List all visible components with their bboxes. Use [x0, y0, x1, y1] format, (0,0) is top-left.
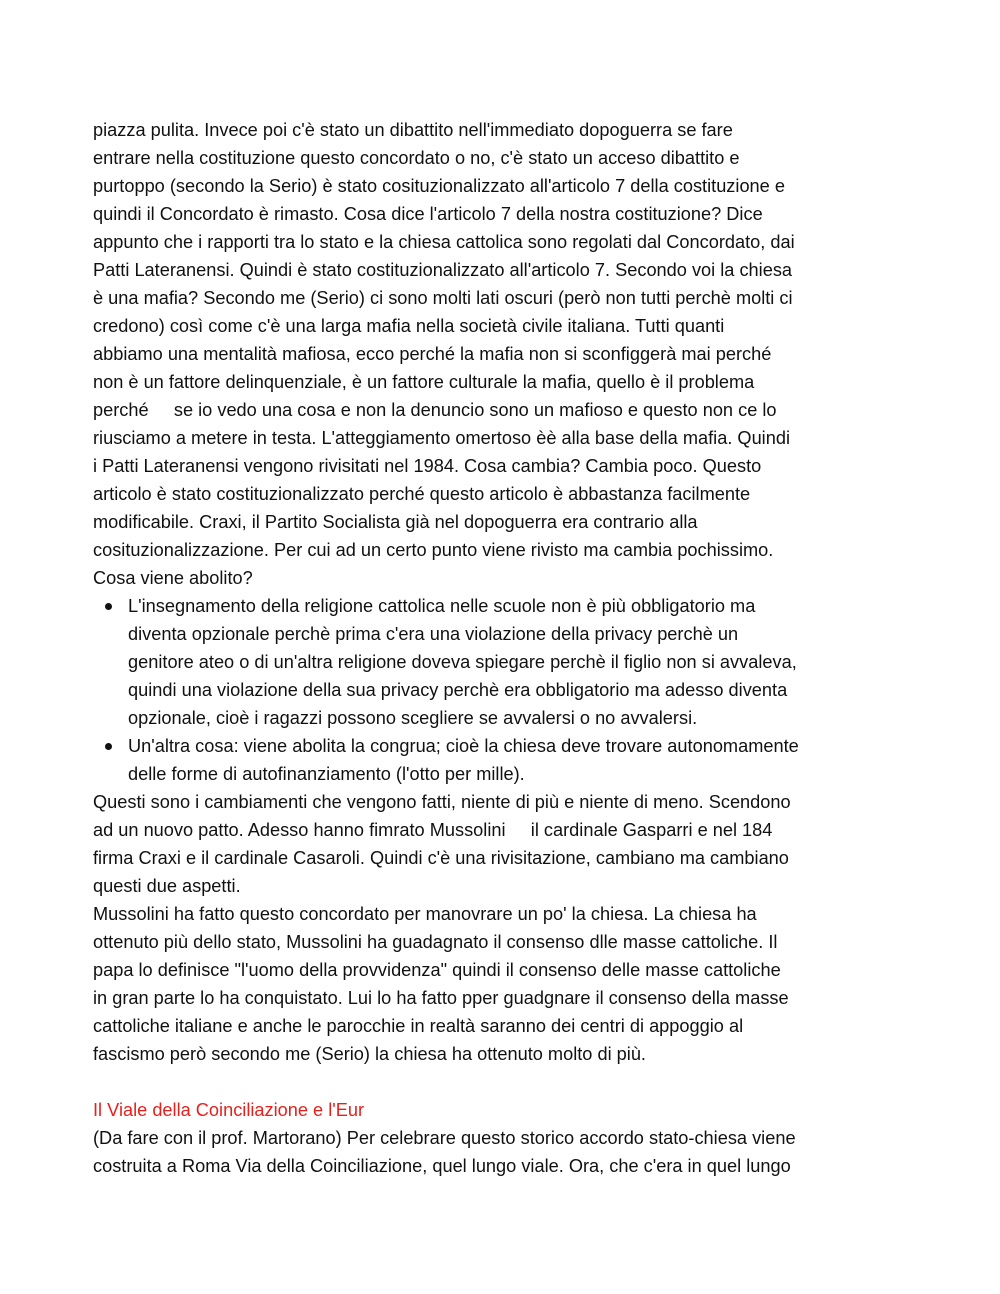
text-line: credono) così come c'è una larga mafia nella società civile italiana. Tutti quanti: [93, 316, 725, 336]
text-line: Cosa viene abolito?: [93, 568, 253, 588]
text-line: diventa opzionale perchè prima c'era una violazione della privacy perchè un: [128, 624, 739, 644]
section-heading: Il Viale della Coinciliazione e l'Eur: [93, 1100, 365, 1120]
text-line: perché se io vedo una cosa e non la denuncio sono un mafioso e questo non ce lo: [93, 400, 777, 420]
text-line: quindi una violazione della sua privacy perchè era obbligatorio ma adesso diventa: [128, 680, 788, 700]
text-line: i Patti Lateranensi vengono rivisitati nel 1984. Cosa cambia? Cambia poco. Questo: [93, 456, 762, 476]
text-line: costruita a Roma Via della Coinciliazione, quel lungo viale. Ora, che c'era in quel lungo: [93, 1156, 791, 1176]
text-line: ad un nuovo patto. Adesso hanno fimrato Mussolini il cardinale Gasparri e nel 184: [93, 820, 773, 840]
bullet-icon: [105, 743, 112, 750]
document-page: [93, 116, 913, 1180]
text-line: cosituzionalizzazione. Per cui ad un certo punto viene rivisto ma cambia pochissimo.: [93, 540, 774, 560]
text-line: piazza pulita. Invece poi c'è stato un dibattito nell'immediato dopoguerra se fare: [93, 120, 733, 140]
text-line: quindi il Concordato è rimasto. Cosa dice l'articolo 7 della nostra costituzione? Dice: [93, 204, 763, 224]
text-line: questi due aspetti.: [93, 876, 241, 896]
text-line: fascismo però secondo me (Serio) la chiesa ha ottenuto molto di più.: [93, 1044, 646, 1064]
text-line: opzionale, cioè i ragazzi possono scegliere se avvalersi o no avvalersi.: [128, 708, 698, 728]
text-line: entrare nella costituzione questo concordato o no, c'è stato un acceso dibattito e: [93, 148, 740, 168]
text-line: L'insegnamento della religione cattolica nelle scuole non è più obbligatorio ma: [128, 596, 756, 616]
text-line: Mussolini ha fatto questo concordato per manovrare un po' la chiesa. La chiesa ha: [93, 904, 757, 924]
text-line: firma Craxi e il cardinale Casaroli. Quindi c'è una rivisitazione, cambiano ma cambiano: [93, 848, 789, 868]
text-line: abbiamo una mentalità mafiosa, ecco perché la mafia non si sconfiggerà mai perché: [93, 344, 772, 364]
text-line: Patti Lateranensi. Quindi è stato costituzionalizzato all'articolo 7. Secondo voi la chiesa: [93, 260, 793, 280]
text-line: cattoliche italiane e anche le parocchie in realtà saranno dei centri di appoggio al: [93, 1016, 744, 1036]
text-line: Un'altra cosa: viene abolita la congrua; cioè la chiesa deve trovare autonomamente: [128, 736, 799, 756]
text-line: delle forme di autofinanziamento (l'otto per mille).: [128, 764, 525, 784]
text-line: riusciamo a metere in testa. L'atteggiamento omertoso èè alla base della mafia. Quindi: [93, 428, 790, 448]
text-line: genitore ateo o di un'altra religione doveva spiegare perchè il figlio non si avvaleva,: [128, 652, 797, 672]
bullet-icon: [105, 603, 112, 610]
text-line: articolo è stato costituzionalizzato perché questo articolo è abbastanza facilmente: [93, 484, 751, 504]
text-line: non è un fattore delinquenziale, è un fattore culturale la mafia, quello è il problema: [93, 372, 755, 392]
text-line: purtoppo (secondo la Serio) è stato cosituzionalizzato all'articolo 7 della costituzione e: [93, 176, 785, 196]
text-line: papa lo definisce "l'uomo della provvidenza" quindi il consenso delle masse cattoliche: [93, 960, 781, 980]
text-line: (Da fare con il prof. Martorano) Per celebrare questo storico accordo stato-chiesa viene: [93, 1128, 796, 1148]
text-line: è una mafia? Secondo me (Serio) ci sono molti lati oscuri (però non tutti perchè molti ci: [93, 288, 793, 308]
text-line: in gran parte lo ha conquistato. Lui lo ha fatto pper guadgnare il consenso della masse: [93, 988, 789, 1008]
paragraph-viale: [93, 1124, 913, 1180]
paragraph-concordato: [93, 116, 913, 592]
paragraph-mussolini: [93, 900, 913, 1068]
blank-line: [93, 1068, 913, 1096]
text-line: appunto che i rapporti tra lo stato e la chiesa cattolica sono regolati dal Concordato, dai: [93, 232, 795, 252]
text-line: ottenuto più dello stato, Mussolini ha guadagnato il consenso dlle masse cattoliche. Il: [93, 932, 778, 952]
bullet-list: [93, 592, 913, 788]
list-item: [93, 732, 913, 788]
text-line: modificabile. Craxi, il Partito Socialista già nel dopoguerra era contrario alla: [93, 512, 698, 532]
text-line: Questi sono i cambiamenti che vengono fatti, niente di più e niente di meno. Scendono: [93, 792, 791, 812]
paragraph-cambiamenti: [93, 788, 913, 900]
list-item: [93, 592, 913, 732]
